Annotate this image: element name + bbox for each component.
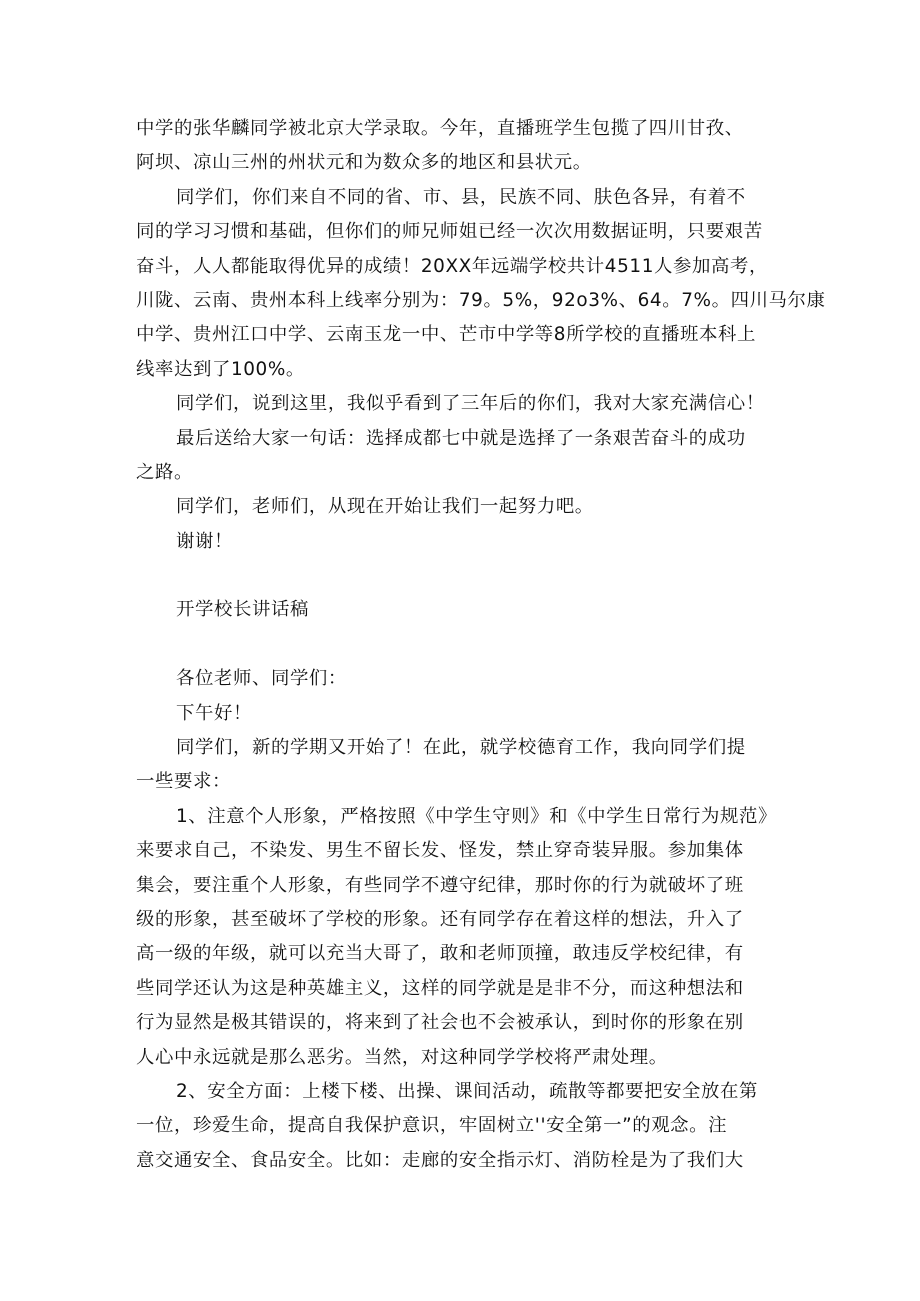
paragraph [136,731,806,800]
paragraph [136,422,806,491]
text-line: 人心中永远就是那么恶劣。当然，对这种同学学校将严肃处理。 [136,1046,668,1068]
text-line: 川陇、云南、贵州本科上线率分别为：79。5%，92o3%、64。7%。四川马尔康 [136,289,826,311]
text-line: 同的学习习惯和基础，但你们的师兄师姐已经一次次用数据证明，只要艰苦 [136,221,763,243]
text-line: 线率达到了100%。 [136,358,305,380]
text-line: 同学们，你们来自不同的省、市、县，民族不同、肤色各异，有着不 [176,186,746,208]
spacer [136,628,806,662]
text-line: 集会，要注重个人形象，有些同学不遵守纪律，那时你的行为就破坏了班 [136,874,744,896]
text-line: 一些要求： [136,771,231,793]
text-line: 意交通安全、食品安全。比如：走廊的安全指示灯、消防栓是为了我们大 [136,1149,744,1171]
paragraph [136,800,806,1075]
text-line: 级的形象，甚至破坏了学校的形象。还有同学存在着这样的想法，升入了 [136,908,744,930]
paragraph [136,1075,806,1178]
paragraph [136,387,806,421]
greeting: 下午好！ [176,702,252,724]
text-line: 一位，珍爱生命，提高自我保护意识，牢固树立''安全第一”的观念。注 [136,1115,728,1137]
paragraph [136,181,826,387]
text-line: 之路。 [136,461,193,483]
spacer [136,559,806,593]
text-line: 高一级的年级，就可以充当大哥了，敢和老师顶撞，敢违反学校纪律，有 [136,943,744,965]
text-line: 同学们，老师们，从现在开始让我们一起努力吧。 [176,496,594,518]
text-line: 最后送给大家一句话：选择成都七中就是选择了一条艰苦奋斗的成功 [176,427,746,449]
text-line: 同学们，新的学期又开始了！在此，就学校德育工作，我向同学们提 [176,737,746,759]
text-line: 中学的张华麟同学被北京大学录取。今年，直播班学生包揽了四川甘孜、 [136,118,744,139]
text-line: 谢谢！ [176,530,233,552]
text-line: 些同学还认为这是种英雄主义，这样的同学就是是非不分，而这种想法和 [136,977,744,999]
paragraph [136,490,806,524]
text-line: 来要求自己，不染发、男生不留长发、怪发，禁止穿奇装异服。参加集体 [136,840,744,862]
text-line: 阿坝、凉山三州的州状元和为数众多的地区和县状元。 [136,152,592,174]
paragraph [136,525,806,559]
text-line: 中学、贵州江口中学、云南玉龙一中、芒市中学等8所学校的直播班本科上 [136,324,757,346]
text-line: 2、安全方面：上楼下楼、出操、课间活动，疏散等都要把安全放在第 [176,1080,759,1102]
salutation: 各位老师、同学们： [176,668,347,690]
text-line: 奋斗，人人都能取得优异的成绩！20XX年远端学校共计4511人参加高考， [136,255,768,277]
text-line: 行为显然是极其错误的，将来到了社会也不会被承认，到时你的形象在别 [136,1012,744,1034]
document-title: 开学校长讲话稿 [176,599,309,621]
paragraph [136,112,806,181]
text-line: 1、注意个人形象，严格按照《中学生守则》和《中学生日常行为规范》 [176,805,778,827]
text-line: 同学们，说到这里，我似乎看到了三年后的你们，我对大家充满信心！ [176,393,765,415]
document-page [136,112,826,1178]
